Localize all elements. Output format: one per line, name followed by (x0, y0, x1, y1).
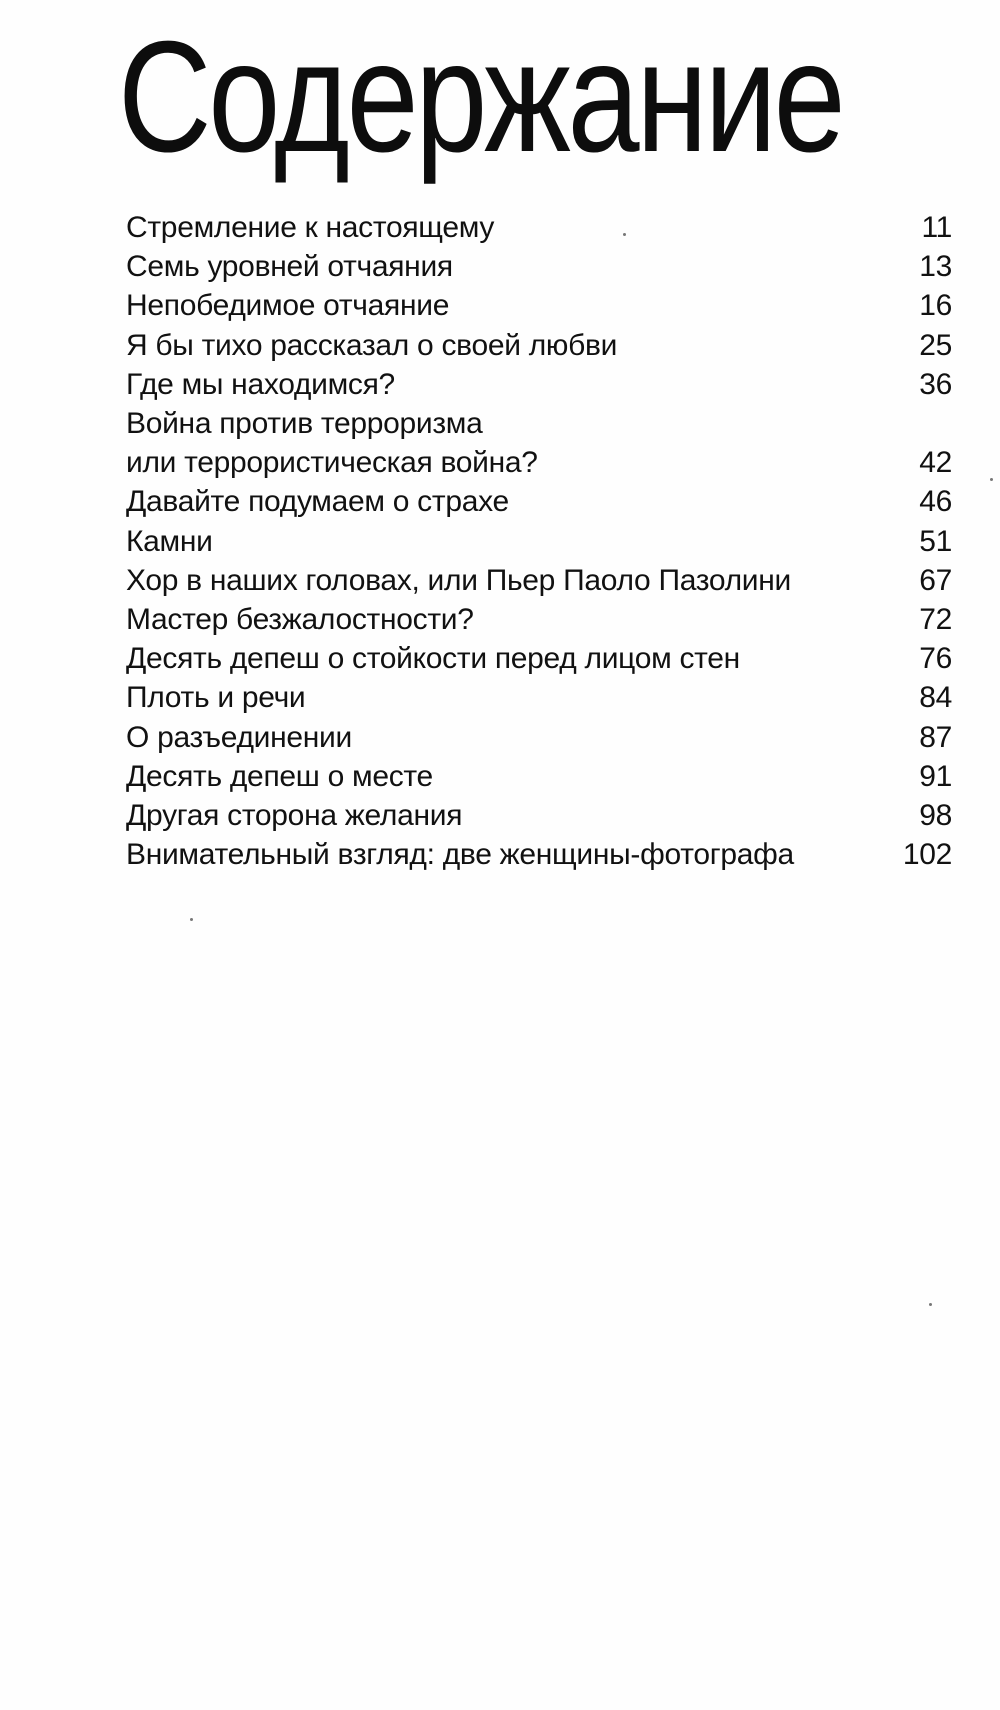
toc-entry (126, 718, 952, 757)
toc-entry-page: 16 (919, 289, 952, 323)
toc-entry-title: Другая сторона желания (126, 799, 463, 833)
toc-entry-page: 84 (919, 681, 952, 715)
toc-entry (126, 247, 952, 286)
toc-entry-page: 76 (919, 642, 952, 676)
toc-entry-page: 42 (919, 446, 952, 480)
toc-entry-title: Где мы находимся? (126, 367, 395, 401)
toc-entry-page: 36 (919, 367, 952, 401)
toc-entry (126, 286, 952, 325)
toc-entry-page: 91 (919, 759, 952, 793)
toc-entry-title: Я бы тихо рассказал о своей любви (126, 328, 618, 362)
toc-entry-page: 51 (919, 524, 952, 558)
toc-entry-title: Внимательный взгляд: две женщины-фотографа (126, 838, 794, 872)
toc-entry (126, 678, 952, 717)
toc-entry-page: 102 (902, 838, 952, 872)
toc-entry-title: О разъединении (126, 720, 352, 754)
toc-entry-page: 98 (919, 799, 952, 833)
toc-entry-page: 67 (919, 563, 952, 597)
toc-entry-page: 25 (919, 328, 952, 362)
scan-speck (623, 233, 626, 236)
toc-entry (126, 522, 952, 561)
toc-entry-title: Давайте подумаем о страхе (126, 485, 509, 519)
toc-entry-page: 87 (919, 720, 952, 754)
toc-entry-page: 11 (921, 211, 952, 244)
toc-entry-title: Мастер безжалостности? (126, 603, 474, 637)
toc-entry (126, 404, 952, 482)
toc-entry (126, 835, 952, 874)
toc-entry (126, 482, 952, 521)
toc-entry (126, 757, 952, 796)
toc-entry-title: Семь уровней отчаяния (126, 250, 453, 284)
toc-entry (126, 208, 952, 247)
scan-speck (990, 478, 993, 481)
scan-speck (929, 1303, 932, 1306)
toc-entry (126, 561, 952, 600)
toc-entry (126, 326, 952, 365)
page-title: Содержание (118, 9, 843, 185)
toc-entry-page: 13 (919, 250, 952, 284)
toc-entry-title: Стремление к настоящему (126, 211, 495, 244)
toc-entry (126, 639, 952, 678)
toc-entry-title: Непобедимое отчаяние (126, 289, 450, 323)
toc-entry-title: Десять депеш о стойкости перед лицом стен (126, 642, 740, 676)
scan-speck (190, 918, 193, 921)
table-of-contents (126, 208, 952, 874)
toc-entry-title: Камни (126, 524, 213, 558)
toc-entry-page: 46 (919, 485, 952, 519)
toc-entry (126, 365, 952, 404)
toc-entry-page: 72 (919, 603, 952, 637)
toc-entry-title: Десять депеш о месте (126, 759, 433, 793)
toc-entry (126, 796, 952, 835)
toc-entry-title: Война против терроризма или террористическая война? (126, 407, 538, 480)
toc-entry (126, 600, 952, 639)
toc-entry-title: Хор в наших головах, или Пьер Паоло Пазолини (126, 563, 791, 597)
toc-entry-title: Плоть и речи (126, 681, 306, 715)
